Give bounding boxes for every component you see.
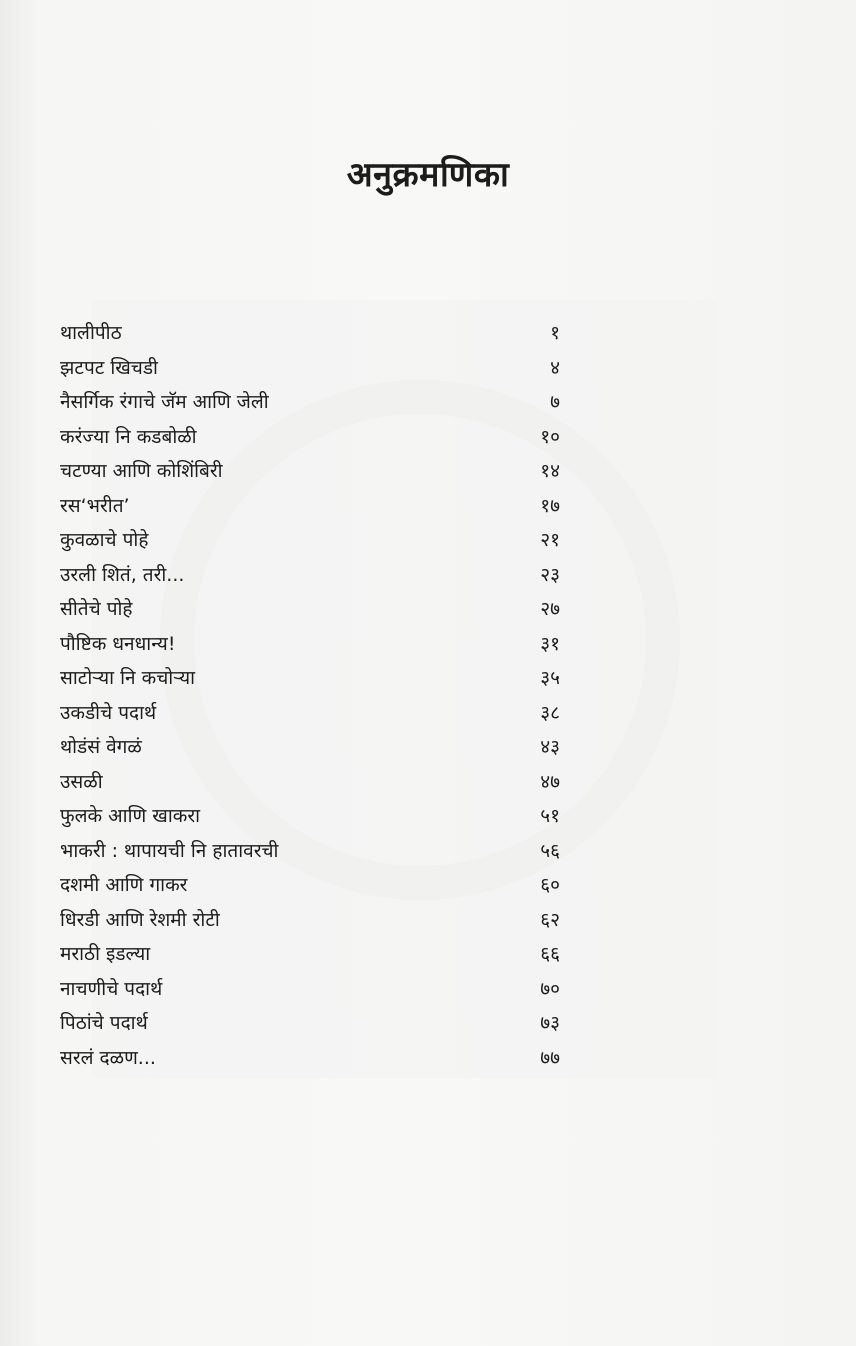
- toc-entry: [60, 695, 560, 730]
- toc-entry: [60, 591, 560, 626]
- toc-entry-page-number: ७३: [540, 1012, 560, 1035]
- toc-entry-page-number: ७: [550, 391, 560, 414]
- toc-entry-title: पौष्टिक धनधान्य!: [60, 632, 176, 655]
- toc-entry-page-number: ६६: [540, 943, 560, 966]
- toc-entry: [60, 522, 560, 557]
- toc-entry-title: थोडंसं वेगळं: [60, 736, 142, 759]
- toc-entry: [60, 764, 560, 799]
- toc-entry: [60, 350, 560, 385]
- toc-entry-title: कुवळाचे पोहे: [60, 529, 149, 552]
- toc-entry-title: रस‘भरीत’: [60, 494, 130, 517]
- toc-entry: [60, 729, 560, 764]
- toc-entry-title: उसळी: [60, 770, 103, 793]
- toc-entry-page-number: ३८: [540, 701, 560, 724]
- toc-entry-page-number: २३: [540, 563, 560, 586]
- toc-entry: [60, 488, 560, 523]
- toc-entry-title: मराठी इडल्या: [60, 943, 151, 966]
- toc-entry: [60, 626, 560, 661]
- toc-entry: [60, 971, 560, 1006]
- toc-entry-page-number: १०: [540, 425, 560, 448]
- toc-entry-page-number: ५६: [540, 839, 560, 862]
- page-title: अनुक्रमणिका: [346, 155, 510, 195]
- toc-entry-title: दशमी आणि गाकर: [60, 874, 188, 897]
- toc-entry: [60, 557, 560, 592]
- toc-entry-page-number: १७: [540, 494, 560, 517]
- toc-entry-title: पिठांचे पदार्थ: [60, 1012, 148, 1035]
- toc-entry-title: नैसर्गिक रंगाचे जॅम आणि जेली: [60, 391, 269, 414]
- toc-entry: [60, 660, 560, 695]
- toc-entry-page-number: २७: [540, 598, 560, 621]
- toc-entry-title: सीतेचे पोहे: [60, 598, 133, 621]
- toc-entry: [60, 419, 560, 454]
- toc-entry: [60, 902, 560, 937]
- toc-entry: [60, 315, 560, 350]
- table-of-contents: [60, 315, 560, 1074]
- toc-entry-page-number: ६२: [540, 908, 560, 931]
- toc-entry-page-number: २१: [540, 529, 560, 552]
- toc-entry-title: थालीपीठ: [60, 322, 122, 345]
- toc-entry-title: चटण्या आणि कोशिंबिरी: [60, 460, 223, 483]
- toc-entry-title: झटपट खिचडी: [60, 356, 158, 379]
- toc-entry-title: करंज्या नि कडबोळी: [60, 425, 197, 448]
- toc-entry-page-number: ४७: [540, 770, 560, 793]
- toc-entry-title: नाचणीचे पदार्थ: [60, 977, 163, 1000]
- toc-entry-page-number: १: [550, 322, 560, 345]
- toc-entry-title: भाकरी : थापायची नि हातावरची: [60, 839, 279, 862]
- toc-entry-title: सरलं दळण...: [60, 1046, 156, 1069]
- toc-entry: [60, 1040, 560, 1075]
- toc-entry-page-number: ४: [550, 356, 560, 379]
- toc-entry-page-number: ५१: [540, 805, 560, 828]
- toc-entry-title: उकडीचे पदार्थ: [60, 701, 157, 724]
- toc-entry-title: साटोऱ्या नि कचोऱ्या: [60, 667, 196, 690]
- toc-entry-page-number: ७७: [540, 1046, 560, 1069]
- toc-entry: [60, 453, 560, 488]
- toc-entry: [60, 867, 560, 902]
- toc-entry: [60, 798, 560, 833]
- toc-entry: [60, 384, 560, 419]
- toc-entry-page-number: ७०: [540, 977, 560, 1000]
- toc-entry-page-number: ३५: [540, 667, 560, 690]
- toc-entry: [60, 936, 560, 971]
- toc-entry-title: धिरडी आणि रेशमी रोटी: [60, 908, 220, 931]
- toc-entry-page-number: ३१: [540, 632, 560, 655]
- toc-entry-page-number: ४३: [540, 736, 560, 759]
- toc-entry-title: उरली शितं, तरी...: [60, 563, 185, 586]
- toc-entry: [60, 833, 560, 868]
- toc-entry-page-number: १४: [540, 460, 560, 483]
- toc-entry-title: फुलके आणि खाकरा: [60, 805, 201, 828]
- toc-entry: [60, 1005, 560, 1040]
- toc-entry-page-number: ६०: [540, 874, 560, 897]
